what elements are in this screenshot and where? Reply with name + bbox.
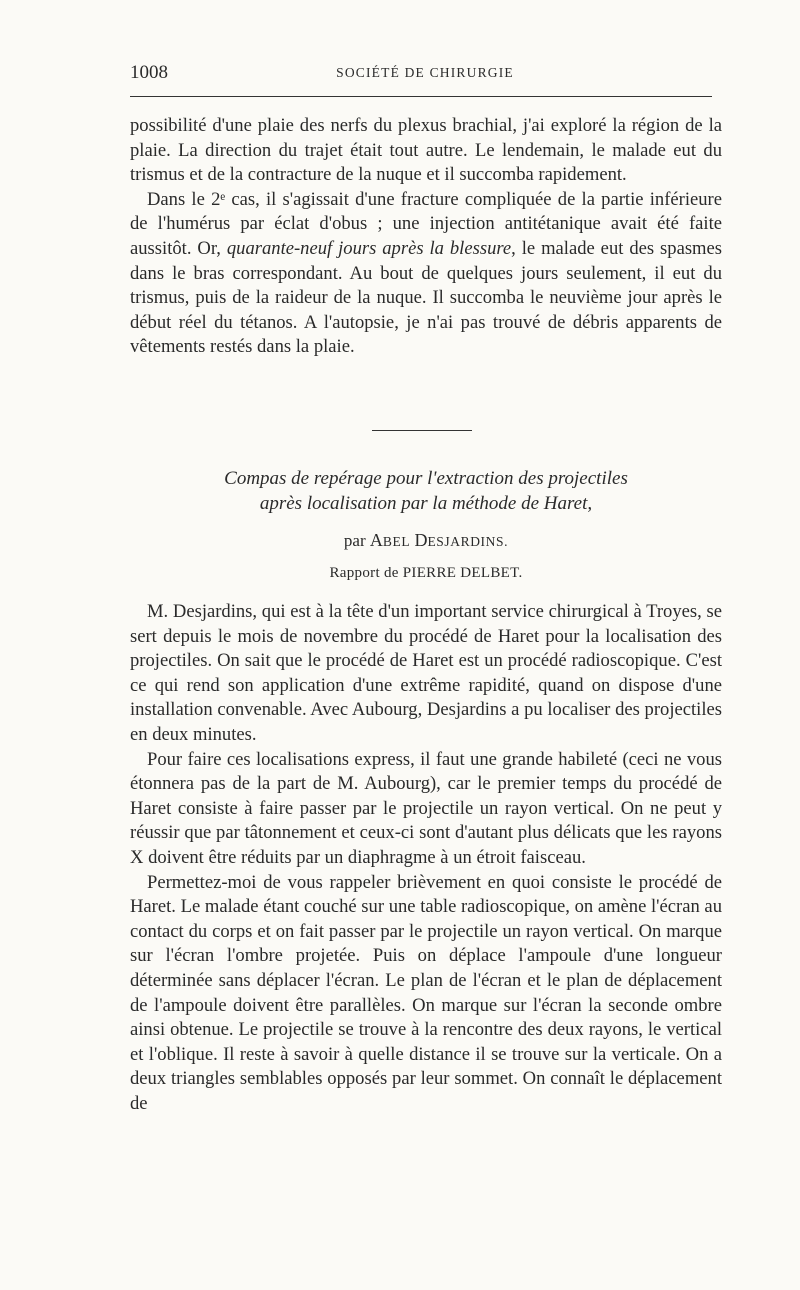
section-separator [372,430,472,431]
report-line: Rapport de PIERRE DELBET. [329,565,523,581]
author-last-name: ESJARDINS. [427,534,509,549]
paragraph-text: possibilité d'une plaie des nerfs du plexus brachial, j'ai exploré la région de la plaie. La direction du trajet était tout autre. Le lendemain, le malade eut du trismus et de la contracture de la nuque et il succomba rapidement. [130,115,722,186]
paragraph: Pour faire ces localisations express, il faut une grande habileté (ceci ne vous étonnera pas de la part de M. Aubourg), car le premier temps du procédé de Haret consiste à faire passer par le projectile un rayon vertical. On ne peut y réussir que par tâtonnement et ceux-ci sont d'autant plus délicats que les rayons X doivent être réduits par un diaphragme à un étroit faisceau. [130,748,722,868]
running-head: SOCIÉTÉ DE CHIRURGIE [336,65,514,80]
page-header [130,62,720,84]
page-number: 1008 [130,62,168,83]
lead-text [130,114,722,360]
paragraph: M. Desjardins, qui est à la tête d'un important service chirurgical à Troyes, se sert depuis le mois de novembre du procédé de Haret pour la localisation des projectiles. On sait que le procédé de Haret est un procédé radioscopique. C'est ce qui rend son application d'une extrême rapidité, quand on dispose d'une installation convenable. Avec Aubourg, Desjardins a pu localiser des projectiles en deux minutes. [130,601,722,745]
author-first-name: BEL [382,534,411,549]
byline-prefix: par [343,531,366,550]
paragraph [130,188,722,360]
article-title-line-1: Compas de repérage pour l'extraction des projectiles [224,468,628,489]
article-title-line-2: après localisation par la méthode de Haret, [259,493,593,514]
paragraph: Permettez-moi de vous rappeler brièvement en quoi consiste le procédé de Haret. Le malade étant couché sur une table radioscopique, on amène l'écran au contact du corps et on fait passer par le projectile un rayon vertical. On marque sur l'écran l'ombre projetée. Puis on déplace l'ampoule d'une longueur déterminée sans déplacer l'écran. Le plan de l'écran et le plan de déplacement de l'ampoule doivent être parallèles. On marque sur l'écran la seconde ombre ainsi obtenue. Le projectile se trouve à la rencontre des deux rayons, le vertical et l'oblique. Il reste à savoir à quelle distance il se trouve sur la verticale. On a deux triangles semblables opposés par leur sommet. On connaît le déplacement de [130,871,722,1114]
article-body [130,600,722,1116]
paragraph-text: , le malade eut des spasmes dans le bras correspondant. Au bout de quelques jours seulement, il eut du trismus, puis de la raideur de la nuque. Il succomba le neuvième jour après le début réel du tétanos. A l'autopsie, je n'ai pas trouvé de débris apparents de vêtements restés dans la plaie. [130,237,723,358]
paragraph [130,114,722,188]
header-rule [130,96,712,97]
author-initial: A [369,530,383,550]
italic-phrase: quarante-neuf jours après la blessure [226,237,512,259]
author-initial: D [414,530,428,550]
byline [130,530,722,551]
paragraph-text: Dans le 2ᵉ cas, il s'agissait d'une fracture compliquée de la partie inférieure de l'humérus par éclat d'obus ; une injection antitétanique avait été faite aussitôt. Or, [130,188,722,259]
